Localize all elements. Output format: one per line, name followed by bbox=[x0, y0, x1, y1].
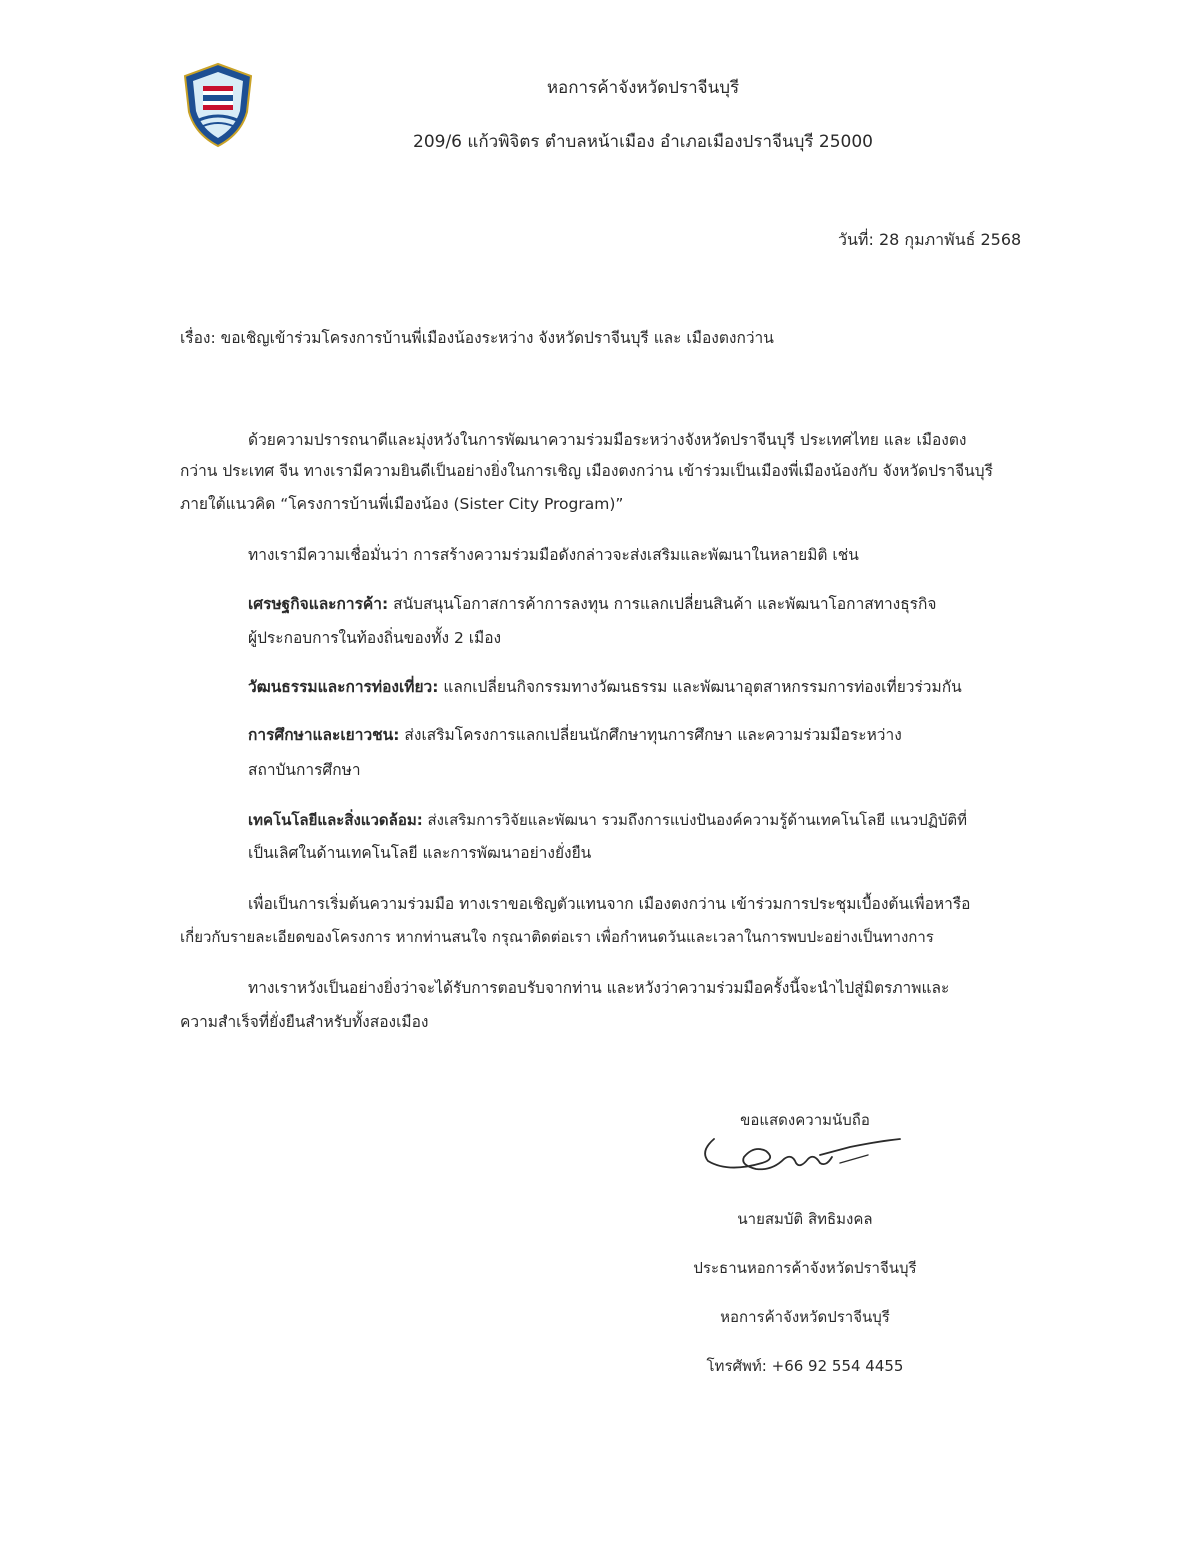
intro-line-2: กว่าน ประเทศ จีน ทางเรามีความยินดีเป็นอย่างยิ่งในการเชิญ เมืองตงกว่าน เข้าร่วมเป็นเมืองพี่เมืองน้องกับ จังหวัดปราจีนบุรี bbox=[180, 462, 993, 480]
letter-date: วันที่: 28 กุมภาพันธ์ 2568 bbox=[838, 230, 1022, 249]
closing-line-1: ทางเราหวังเป็นอย่างยิ่งว่าจะได้รับการตอบรับจากท่าน และหวังว่าความร่วมมือครั้งนี้จะนำไปสู่มิตรภาพและ bbox=[248, 979, 950, 997]
point-technology-text: ส่งเสริมการวิจัยและพัฒนา รวมถึงการแบ่งปันองค์ความรู้ด้านเทคโนโลยี แนวปฏิบัติที่ bbox=[422, 811, 968, 829]
org-address: 209/6 แก้วพิจิตร ตำบลหน้าเมือง อำเภอเมืองปราจีนบุรี 25000 bbox=[413, 132, 873, 152]
invite-line-2: เกี่ยวกับรายละเอียดของโครงการ หากท่านสนใจ กรุณาติดต่อเรา เพื่อกำหนดวันและเวลาในการพบปะอย่างเป็นทางการ bbox=[180, 928, 934, 946]
point-culture bbox=[248, 677, 962, 697]
point-education bbox=[248, 725, 902, 745]
point-technology-line-2: เป็นเลิศในด้านเทคโนโลยี และการพัฒนาอย่างยั่งยืน bbox=[248, 844, 592, 862]
belief-line: ทางเรามีความเชื่อมั่นว่า การสร้างความร่วมมือดังกล่าวจะส่งเสริมและพัฒนาในหลายมิติ เช่น bbox=[248, 546, 859, 564]
closing-line-2: ความสำเร็จที่ยั่งยืนสำหรับทั้งสองเมือง bbox=[180, 1013, 429, 1031]
point-education-line-2: สถาบันการศึกษา bbox=[248, 761, 361, 779]
signer-phone: โทรศัพท์: +66 92 554 4455 bbox=[706, 1357, 904, 1375]
invite-line-1: เพื่อเป็นการเริ่มต้นความร่วมมือ ทางเราขอเชิญตัวแทนจาก เมืองตงกว่าน เข้าร่วมการประชุมเบื้องต้นเพื่อหารือ bbox=[248, 895, 971, 913]
letter-subject: เรื่อง: ขอเชิญเข้าร่วมโครงการบ้านพี่เมืองน้องระหว่าง จังหวัดปราจีนบุรี และ เมืองตงกว่าน bbox=[180, 329, 774, 347]
regards: ขอแสดงความนับถือ bbox=[740, 1111, 870, 1129]
point-education-title: การศึกษาและเยาวชน: bbox=[248, 726, 400, 744]
org-name: หอการค้าจังหวัดปราจีนบุรี bbox=[546, 78, 740, 98]
point-culture-text: แลกเปลี่ยนกิจกรรมทางวัฒนธรรม และพัฒนาอุตสาหกรรมการท่องเที่ยวร่วมกัน bbox=[438, 678, 962, 696]
intro-line-1: ด้วยความปรารถนาดีและมุ่งหวังในการพัฒนาความร่วมมือระหว่างจังหวัดปราจีนบุรี ประเทศไทย และ เมืองตง bbox=[248, 431, 967, 449]
point-economy-title: เศรษฐกิจและการค้า: bbox=[248, 595, 389, 613]
point-economy-line-2: ผู้ประกอบการในท้องถิ่นของทั้ง 2 เมือง bbox=[248, 629, 502, 647]
signer-name: นายสมบัติ สิทธิมงคล bbox=[737, 1210, 873, 1228]
intro-line-3: ภายใต้แนวคิด “โครงการบ้านพี่เมืองน้อง (Sister City Program)” bbox=[180, 495, 624, 513]
point-technology-title: เทคโนโลยีและสิ่งแวดล้อม: bbox=[248, 811, 423, 829]
signer-org: หอการค้าจังหวัดปราจีนบุรี bbox=[720, 1308, 890, 1326]
signature-image bbox=[700, 1133, 905, 1181]
point-technology bbox=[248, 810, 967, 830]
point-culture-title: วัฒนธรรมและการท่องเที่ยว: bbox=[248, 678, 439, 696]
point-economy-text: สนับสนุนโอกาสการค้าการลงทุน การแลกเปลี่ยนสินค้า และพัฒนาโอกาสทางธุรกิจ bbox=[388, 595, 937, 613]
point-economy bbox=[248, 594, 936, 614]
point-education-text: ส่งเสริมโครงการแลกเปลี่ยนนักศึกษาทุนการศึกษา และความร่วมมือระหว่าง bbox=[399, 726, 902, 744]
signer-position: ประธานหอการค้าจังหวัดปราจีนบุรี bbox=[693, 1259, 917, 1277]
